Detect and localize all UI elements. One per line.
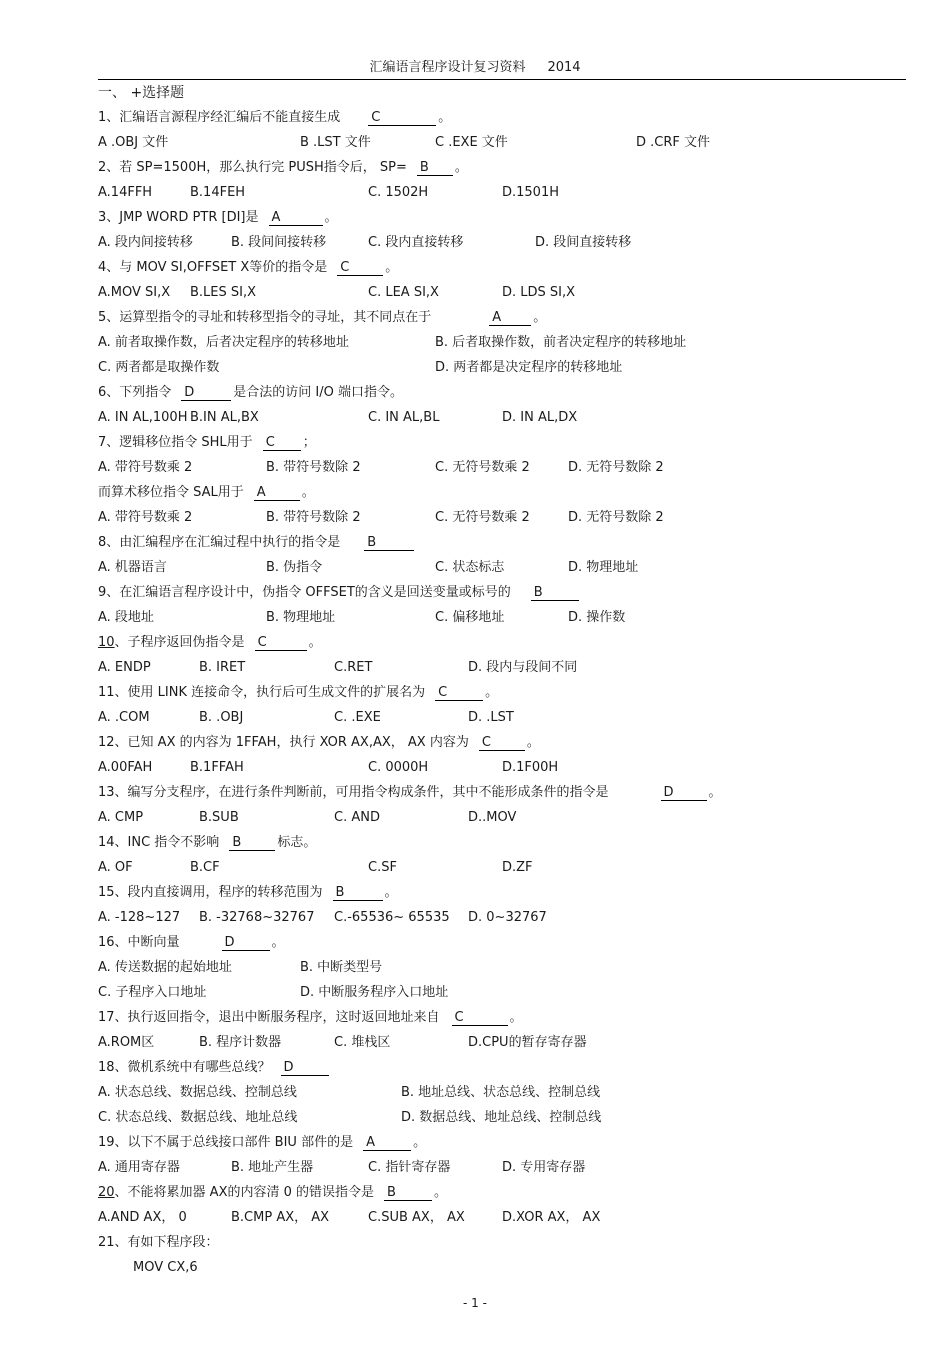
question-stem: [98, 1180, 908, 1205]
question-prompt: 19、以下不属于总线接口部件 BIU 部件的是: [98, 1135, 354, 1150]
option-b: B. 带符号数除 2: [266, 460, 361, 475]
question-text: [98, 480, 315, 505]
answer-blank: D: [222, 936, 270, 951]
question-prompt: 18、微机系统中有哪些总线？: [98, 1060, 271, 1075]
option-c: C. 堆栈区: [334, 1035, 391, 1050]
question-stem: [98, 680, 908, 705]
question-suffix: 。: [301, 485, 315, 500]
question-prompt: 8、由汇编程序在汇编过程中执行的指令是: [98, 535, 341, 550]
option-a: A. ENDP: [98, 660, 151, 675]
option-a: A. 段地址: [98, 610, 154, 625]
option-a: A. IN AL,100H: [98, 410, 188, 425]
option-c: C. 状态总线、数据总线、地址总线: [98, 1110, 298, 1125]
question-number: 20: [98, 1185, 115, 1200]
option-c: C. 子程序入口地址: [98, 985, 207, 1000]
option-row: [98, 805, 908, 830]
option-row: [98, 605, 908, 630]
option-b: B.1FFAH: [190, 760, 244, 775]
option-row: [98, 405, 908, 430]
answer-blank: A: [489, 311, 531, 326]
question-text: [98, 780, 722, 805]
option-d: D. 0~32767: [468, 910, 547, 925]
code-text: MOV CX,6: [133, 1260, 198, 1275]
option-a: A. 机器语言: [98, 560, 167, 575]
question-stem: [98, 430, 908, 455]
question-suffix: 。: [413, 1135, 427, 1150]
option-d: D. 数据总线、地址总线、控制总线: [401, 1110, 602, 1125]
question-text: [98, 880, 398, 905]
option-c: C .EXE 文件: [435, 135, 508, 150]
option-b: B. IRET: [199, 660, 246, 675]
question-stem: [98, 1130, 908, 1155]
option-b: B. 地址总线、状态总线、控制总线: [401, 1085, 601, 1100]
answer-blank: A: [363, 1136, 411, 1151]
option-d: D.1501H: [502, 185, 560, 200]
answer-blank: B: [229, 836, 275, 851]
question-text: [98, 305, 546, 330]
option-a: A. 传送数据的起始地址: [98, 960, 232, 975]
option-b: B. 后者取操作数，前者决定程序的转移地址: [435, 335, 687, 350]
option-b: B. 程序计数器: [199, 1035, 282, 1050]
question-suffix: 是合法的访问 I/O 端口指令。: [233, 385, 403, 400]
option-a: A. -128~127: [98, 910, 181, 925]
header-year: 2014: [547, 60, 581, 75]
option-row: [98, 655, 908, 680]
option-d: D. 专用寄存器: [502, 1160, 586, 1175]
option-d: D..MOV: [468, 810, 517, 825]
option-b: B.CMP AX， AX: [231, 1210, 330, 1225]
answer-blank: C: [479, 736, 525, 751]
option-b: B.CF: [190, 860, 220, 875]
question-prompt: 2、若 SP=1500H，那么执行完 PUSH指令后， SP=: [98, 160, 407, 175]
option-a: A.MOV SI,X: [98, 285, 171, 300]
option-row: [98, 1155, 908, 1180]
question-suffix: 。: [485, 685, 499, 700]
option-row: [98, 180, 908, 205]
option-b: B.LES SI,X: [190, 285, 257, 300]
answer-blank: D: [181, 386, 231, 401]
question-text: [98, 255, 398, 280]
option-row: [98, 455, 908, 480]
question-text: [98, 380, 403, 405]
option-row: [98, 555, 908, 580]
question-suffix: 。: [708, 785, 722, 800]
question-prompt: 5、运算型指令的寻址和转移型指令的寻址，其不同点在于: [98, 310, 432, 325]
answer-blank: C: [368, 111, 436, 126]
option-d: D.CPU的暂存寄存器: [468, 1035, 587, 1050]
option-row: [98, 130, 908, 155]
option-a: A .OBJ 文件: [98, 135, 169, 150]
question-suffix: 标志。: [277, 835, 317, 850]
option-row: [98, 355, 908, 380]
option-a: A.ROM区: [98, 1035, 155, 1050]
option-d: D. 无符号数除 2: [568, 460, 664, 475]
option-row: [98, 755, 908, 780]
question-prompt: 15、段内直接调用，程序的转移范围为: [98, 885, 323, 900]
option-c: C.SF: [368, 860, 397, 875]
question-stem: [98, 530, 908, 555]
question-text: [98, 430, 316, 455]
question-text: [98, 680, 498, 705]
answer-blank: B: [364, 536, 414, 551]
question-prompt: 3、JMP WORD PTR [DI]是: [98, 210, 259, 225]
section-title: 一、 +选择题: [98, 85, 185, 101]
question-suffix: 。: [308, 635, 322, 650]
option-d: D.XOR AX， AX: [502, 1210, 601, 1225]
question-text: [98, 630, 322, 655]
question-suffix: 。: [324, 210, 338, 225]
option-c: C. 1502H: [368, 185, 429, 200]
answer-blank: D: [281, 1061, 329, 1076]
option-d: D. .LST: [468, 710, 514, 725]
question-stem: [98, 205, 908, 230]
question-prompt: 16、中断向量: [98, 935, 180, 950]
question-text: [98, 930, 285, 955]
question-prompt: 7、逻辑移位指令 SHL用于: [98, 435, 253, 450]
question-prompt: 11、使用 LINK 连接命令，执行后可生成文件的扩展名为: [98, 685, 426, 700]
option-d: D .CRF 文件: [636, 135, 710, 150]
option-c: C. 指针寄存器: [368, 1160, 451, 1175]
option-row: [98, 1205, 908, 1230]
option-d: D. 物理地址: [568, 560, 639, 575]
option-b: B. -32768~32767: [199, 910, 315, 925]
option-c: C. IN AL,BL: [368, 410, 440, 425]
answer-blank: A: [269, 211, 323, 226]
option-c: C. .EXE: [334, 710, 381, 725]
option-d: D. 操作数: [568, 610, 626, 625]
option-row: [98, 980, 908, 1005]
option-b: B. 伪指令: [266, 560, 323, 575]
page-number: - 1 -: [463, 1296, 487, 1310]
question-stem: [98, 105, 908, 130]
option-c: C. 两者都是取操作数: [98, 360, 220, 375]
question-suffix: 。: [384, 885, 398, 900]
question-suffix: 。: [434, 1185, 448, 1200]
option-d: D. 无符号数除 2: [568, 510, 664, 525]
option-d: D. 段间直接转移: [535, 235, 632, 250]
option-row: [98, 955, 908, 980]
answer-blank: C: [255, 636, 307, 651]
option-b: B .LST 文件: [300, 135, 371, 150]
question-21-title: [98, 1230, 908, 1255]
option-row: [98, 1105, 908, 1130]
option-a: A.14FFH: [98, 185, 153, 200]
question-prompt: 6、下列指令: [98, 385, 172, 400]
question-stem: [98, 580, 908, 605]
answer-blank: D: [661, 786, 707, 801]
option-c: C. 无符号数乘 2: [435, 510, 530, 525]
answer-blank: A: [254, 486, 300, 501]
option-c: C.RET: [334, 660, 373, 675]
question-stem: [98, 930, 908, 955]
option-row: [98, 330, 908, 355]
option-a: A. .COM: [98, 710, 150, 725]
question-prompt: 9、在汇编语言程序设计中，伪指令 OFFSET的含义是回送变量或标号的: [98, 585, 511, 600]
question-stem: [98, 155, 908, 180]
header-rule: [98, 79, 906, 80]
option-d: D. 中断服务程序入口地址: [300, 985, 449, 1000]
option-c: C. LEA SI,X: [368, 285, 439, 300]
question-text: [98, 1180, 447, 1205]
question-suffix: 。: [454, 160, 468, 175]
option-b: B.14FEH: [190, 185, 246, 200]
option-row: [98, 230, 908, 255]
option-row: [98, 905, 908, 930]
option-c: C. 无符号数乘 2: [435, 460, 530, 475]
question-stem: [98, 380, 908, 405]
option-c: C. AND: [334, 810, 380, 825]
question-stem: [98, 780, 908, 805]
question-text: [98, 205, 338, 230]
option-b: B. 中断类型号: [300, 960, 383, 975]
option-row: [98, 855, 908, 880]
question-prompt: 13、编写分支程序，在进行条件判断前，可用指令构成条件，其中不能形成条件的指令是: [98, 785, 609, 800]
option-a: A. 带符号数乘 2: [98, 510, 193, 525]
option-row: [98, 280, 908, 305]
option-a: A.00FAH: [98, 760, 153, 775]
code-line: [98, 1255, 908, 1280]
option-a: A. 通用寄存器: [98, 1160, 180, 1175]
answer-blank: C: [452, 1011, 508, 1026]
question-suffix: 。: [533, 310, 547, 325]
question-stem: [98, 880, 908, 905]
option-a: A. 带符号数乘 2: [98, 460, 193, 475]
option-row: [98, 505, 908, 530]
option-row: [98, 705, 908, 730]
question-text: [98, 155, 468, 180]
question-suffix: 。: [385, 260, 399, 275]
option-b: B. 带符号数除 2: [266, 510, 361, 525]
option-a: A.AND AX， 0: [98, 1210, 187, 1225]
question-number: 10: [98, 635, 115, 650]
question-text: [98, 1055, 331, 1080]
option-c: C. 0000H: [368, 760, 429, 775]
option-c: C.-65536~ 65535: [334, 910, 450, 925]
option-c: C.SUB AX， AX: [368, 1210, 465, 1225]
option-a: A. 段内间接转移: [98, 235, 193, 250]
question-stem: [98, 305, 908, 330]
answer-blank: B: [531, 586, 579, 601]
question-list: [98, 105, 908, 1280]
question-prompt: 、子程序返回伪指令是: [114, 635, 245, 650]
question-text: [98, 830, 316, 855]
question-text: [98, 580, 581, 605]
question-stem: [98, 480, 908, 505]
option-d: D.ZF: [502, 860, 533, 875]
option-d: D. IN AL,DX: [502, 410, 578, 425]
question-suffix: ；: [302, 435, 316, 450]
option-b: B.SUB: [199, 810, 239, 825]
question-prompt: 17、执行返回指令，退出中断服务程序，这时返回地址来自: [98, 1010, 440, 1025]
option-a: A. CMP: [98, 810, 144, 825]
option-d: D. 段内与段间不同: [468, 660, 578, 675]
option-a: A. 状态总线、数据总线、控制总线: [98, 1085, 297, 1100]
option-d: D.1F00H: [502, 760, 559, 775]
question-suffix: 。: [271, 935, 285, 950]
question-stem: [98, 730, 908, 755]
question-text: [98, 1005, 523, 1030]
question-prompt: 4、与 MOV SI,OFFSET X等价的指令是: [98, 260, 328, 275]
option-b: B. .OBJ: [199, 710, 244, 725]
option-c: C. 段内直接转移: [368, 235, 464, 250]
question-suffix: 。: [509, 1010, 523, 1025]
option-row: [98, 1080, 908, 1105]
header-title: 汇编语言程序设计复习资料: [369, 60, 526, 75]
answer-blank: C: [435, 686, 483, 701]
question-stem: [98, 830, 908, 855]
question-prompt: 14、INC 指令不影响: [98, 835, 220, 850]
option-d: D. LDS SI,X: [502, 285, 576, 300]
page-header: [0, 56, 950, 75]
option-d: D. 两者都是决定程序的转移地址: [435, 360, 623, 375]
question-stem: [98, 630, 908, 655]
question-text: [98, 530, 416, 555]
answer-blank: C: [337, 261, 383, 276]
question-text: [98, 1130, 426, 1155]
question-prompt: 、不能将累加器 AX的内容清 0 的错误指令是: [114, 1185, 375, 1200]
option-a: A. OF: [98, 860, 133, 875]
question-text: [98, 105, 451, 130]
option-b: B.IN AL,BX: [190, 410, 259, 425]
question-prompt: 而算术移位指令 SAL用于: [98, 485, 244, 500]
question-stem: [98, 1055, 908, 1080]
question-suffix: 。: [438, 110, 452, 125]
option-c: C. 偏移地址: [435, 610, 505, 625]
answer-blank: B: [384, 1186, 432, 1201]
answer-blank: B: [333, 886, 383, 901]
option-b: B. 地址产生器: [231, 1160, 314, 1175]
question-prompt: 12、已知 AX 的内容为 1FFAH，执行 XOR AX,AX， AX 内容为: [98, 735, 469, 750]
question-suffix: 。: [526, 735, 540, 750]
option-c: C. 状态标志: [435, 560, 505, 575]
question-prompt: 1、汇编语言源程序经汇编后不能直接生成: [98, 110, 341, 125]
answer-blank: B: [417, 161, 453, 176]
answer-blank: C: [263, 436, 301, 451]
option-a: A. 前者取操作数，后者决定程序的转移地址: [98, 335, 349, 350]
question-stem: [98, 255, 908, 280]
question-stem: [98, 1005, 908, 1030]
question-text: 21、有如下程序段：: [98, 1235, 219, 1250]
option-b: B. 段间间接转移: [231, 235, 327, 250]
option-row: [98, 1030, 908, 1055]
question-text: [98, 730, 540, 755]
option-b: B. 物理地址: [266, 610, 336, 625]
